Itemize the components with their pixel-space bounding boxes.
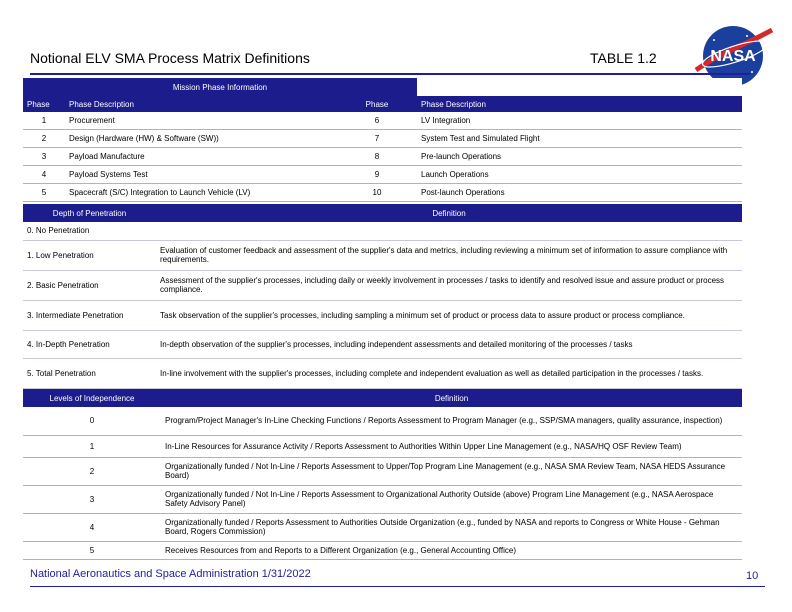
mission-phase-title: Mission Phase Information bbox=[23, 78, 417, 96]
table-row bbox=[23, 130, 742, 148]
phase-number: 3 bbox=[23, 148, 65, 166]
table-row bbox=[23, 222, 742, 240]
phase-number: 2 bbox=[23, 130, 65, 148]
independence-level: 5 bbox=[23, 541, 161, 559]
phase-number: 8 bbox=[337, 148, 417, 166]
depth-of-penetration-table bbox=[23, 204, 742, 389]
col-definition: Definition bbox=[434, 393, 469, 403]
col-phase: Phase bbox=[365, 99, 389, 109]
depth-level: 1. Low Penetration bbox=[23, 240, 156, 270]
col-definition: Definition bbox=[432, 208, 466, 218]
depth-definition: Evaluation of customer feedback and assessment of the supplier's data and metrics, including reviewing a minimum set of information to assure compliance with requirements. bbox=[156, 240, 742, 270]
phase-description: Launch Operations bbox=[417, 166, 742, 184]
independence-definition: Program/Project Manager's In-Line Checking Functions / Reports Assessment to Program Manager (e.g., SSP/SMA managers, quality assurance, inspection) bbox=[161, 407, 742, 435]
depth-definition bbox=[156, 222, 742, 240]
depth-definition: Assessment of the supplier's processes, including daily or weekly involvement in processes / tasks to identify and resolved issue and assure product or process compliance. bbox=[156, 270, 742, 300]
phase-number: 10 bbox=[337, 184, 417, 202]
phase-description: Post-launch Operations bbox=[417, 184, 742, 202]
col-phase: Phase bbox=[27, 99, 50, 109]
table-row bbox=[23, 330, 742, 358]
phase-description: Payload Systems Test bbox=[65, 166, 295, 184]
independence-level: 3 bbox=[23, 485, 161, 513]
footer-rule bbox=[30, 586, 765, 587]
table-row bbox=[23, 112, 742, 130]
depth-level: 5. Total Penetration bbox=[23, 358, 156, 388]
independence-level: 2 bbox=[23, 457, 161, 485]
table-number: TABLE 1.2 bbox=[590, 50, 657, 66]
independence-definition: In-Line Resources for Assurance Activity / Reports Assessment to Authorities Within Upper Line Management (e.g., NASA/HQ OSF Review Team) bbox=[161, 435, 742, 457]
phase-number: 5 bbox=[23, 184, 65, 202]
table-row bbox=[23, 270, 742, 300]
table-row bbox=[23, 541, 742, 559]
phase-description: LV Integration bbox=[417, 112, 742, 130]
phase-description: Design (Hardware (HW) & Software (SW)) bbox=[65, 130, 295, 148]
page-number: 10 bbox=[746, 570, 759, 582]
page-title: Notional ELV SMA Process Matrix Definitions bbox=[30, 50, 310, 66]
depth-definition: Task observation of the supplier's processes, including sampling a minimum set of product or process data to assure product or process compliance. bbox=[156, 300, 742, 330]
table-row bbox=[23, 240, 742, 270]
table-row bbox=[23, 457, 742, 485]
col-independence: Levels of Independence bbox=[49, 393, 135, 403]
independence-definition: Organizationally funded / Not In-Line / Reports Assessment to Upper/Top Program Line Management (e.g., NASA SMA Review Team, NASA HEDS Assurance Board) bbox=[161, 457, 742, 485]
header-rule bbox=[30, 73, 750, 75]
depth-definition: In-line involvement with the supplier's processes, including complete and independent evaluation as well as detailed participation in the processes / tasks. bbox=[156, 358, 742, 388]
table-row bbox=[23, 166, 742, 184]
table-row bbox=[23, 358, 742, 388]
table-row bbox=[23, 435, 742, 457]
table-row bbox=[23, 184, 742, 202]
phase-number: 9 bbox=[337, 166, 417, 184]
phase-number: 4 bbox=[23, 166, 65, 184]
independence-definition: Organizationally funded / Not In-Line / Reports Assessment to Organizational Authority Outside (above) Program Line Management (e.g., NASA Aerospace Safety Advisory Panel) bbox=[161, 485, 742, 513]
table-row bbox=[23, 513, 742, 541]
table-row bbox=[23, 300, 742, 330]
col-phase-description: Phase Description bbox=[421, 99, 486, 109]
phase-description: Procurement bbox=[65, 112, 295, 130]
col-phase-description: Phase Description bbox=[69, 99, 134, 109]
depth-level: 2. Basic Penetration bbox=[23, 270, 156, 300]
phase-description: Payload Manufacture bbox=[65, 148, 295, 166]
independence-definition: Receives Resources from and Reports to a Different Organization (e.g., General Accounting Office) bbox=[161, 541, 742, 559]
depth-level: 0. No Penetration bbox=[23, 222, 156, 240]
mission-phase-table bbox=[23, 78, 742, 202]
phase-number: 6 bbox=[337, 112, 417, 130]
table-row bbox=[23, 485, 742, 513]
phase-description: Spacecraft (S/C) Integration to Launch Vehicle (LV) bbox=[65, 184, 295, 202]
table-row bbox=[23, 407, 742, 435]
independence-level: 1 bbox=[23, 435, 161, 457]
depth-definition: In-depth observation of the supplier's processes, including independent assessments and detailed monitoring of the processes / tasks bbox=[156, 330, 742, 358]
table-row bbox=[23, 148, 742, 166]
independence-level: 4 bbox=[23, 513, 161, 541]
independence-level: 0 bbox=[23, 407, 161, 435]
phase-number: 1 bbox=[23, 112, 65, 130]
col-depth: Depth of Penetration bbox=[52, 208, 127, 218]
phase-description: Pre-launch Operations bbox=[417, 148, 742, 166]
levels-of-independence-table bbox=[23, 389, 742, 560]
depth-level: 4. In-Depth Penetration bbox=[23, 330, 156, 358]
depth-level: 3. Intermediate Penetration bbox=[23, 300, 156, 330]
independence-definition: Organizationally funded / Reports Assessment to Authorities Outside Organization (e.g., funded by NASA and reports to Congress or White House - Gehman Board, Rogers Commission) bbox=[161, 513, 742, 541]
svg-text:NASA: NASA bbox=[710, 48, 756, 65]
phase-description: System Test and Simulated Flight bbox=[417, 130, 742, 148]
footer-text: National Aeronautics and Space Administration 1/31/2022 bbox=[30, 568, 311, 580]
phase-number: 7 bbox=[337, 130, 417, 148]
